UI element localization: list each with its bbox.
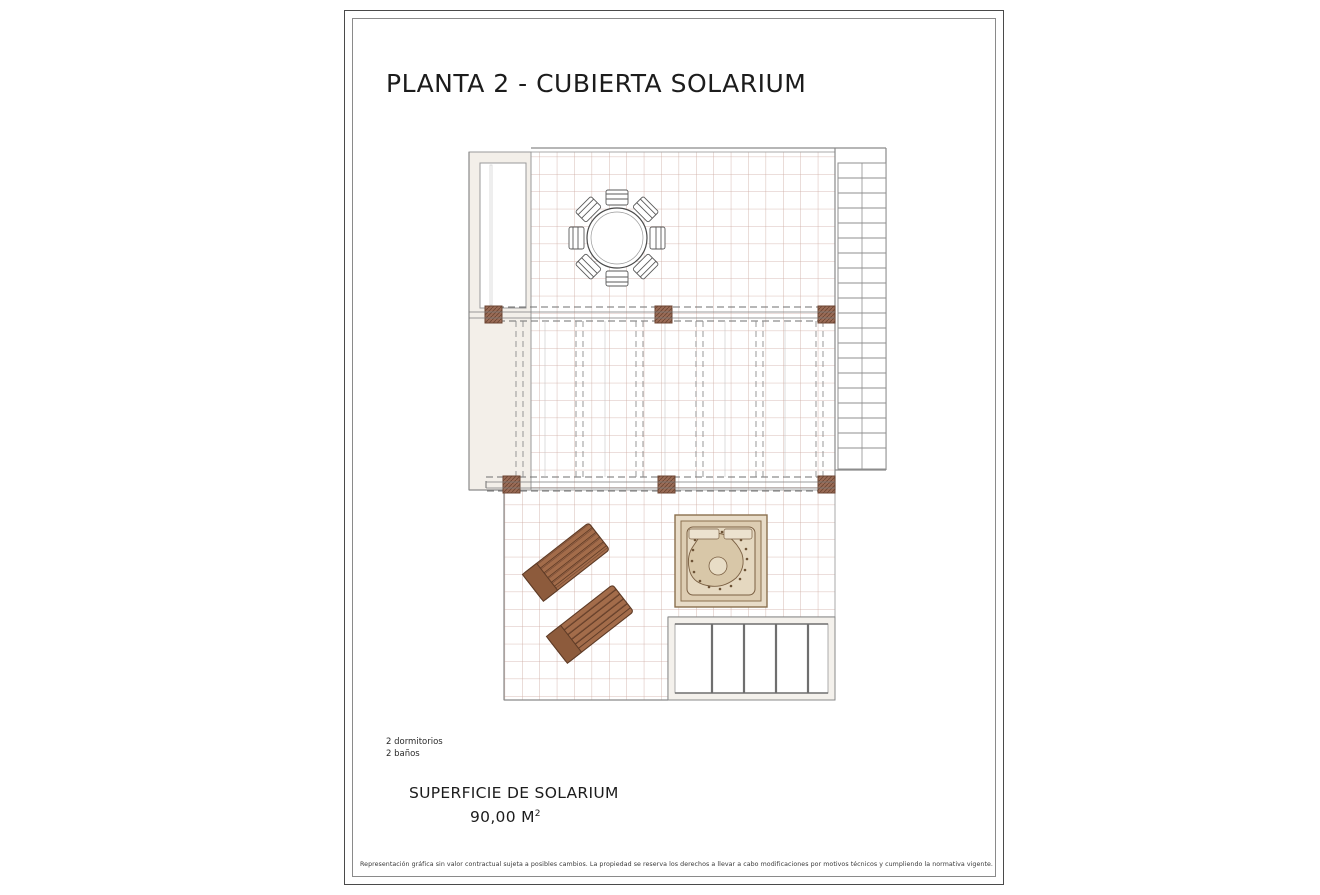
area-unit: 2 bbox=[534, 808, 541, 819]
sheet-inner-border bbox=[352, 18, 996, 877]
area-label: SUPERFICIE DE SOLARIUM bbox=[409, 784, 619, 802]
page-title: PLANTA 2 - CUBIERTA SOLARIUM bbox=[386, 69, 807, 98]
disclaimer-text: Representación gráfica sin valor contractual sujeta a posibles cambios. La propiedad se reserva los derechos a llevar a cabo modificaciones por motivos técnicos y cumpliendo la normativa vigente. bbox=[360, 861, 993, 868]
bedrooms-count: 2 dormitorios bbox=[386, 737, 443, 747]
area-value bbox=[470, 808, 541, 826]
rooms-note bbox=[386, 736, 443, 760]
bathrooms-count: 2 baños bbox=[386, 749, 420, 759]
area-number: 90,00 M bbox=[470, 808, 535, 826]
